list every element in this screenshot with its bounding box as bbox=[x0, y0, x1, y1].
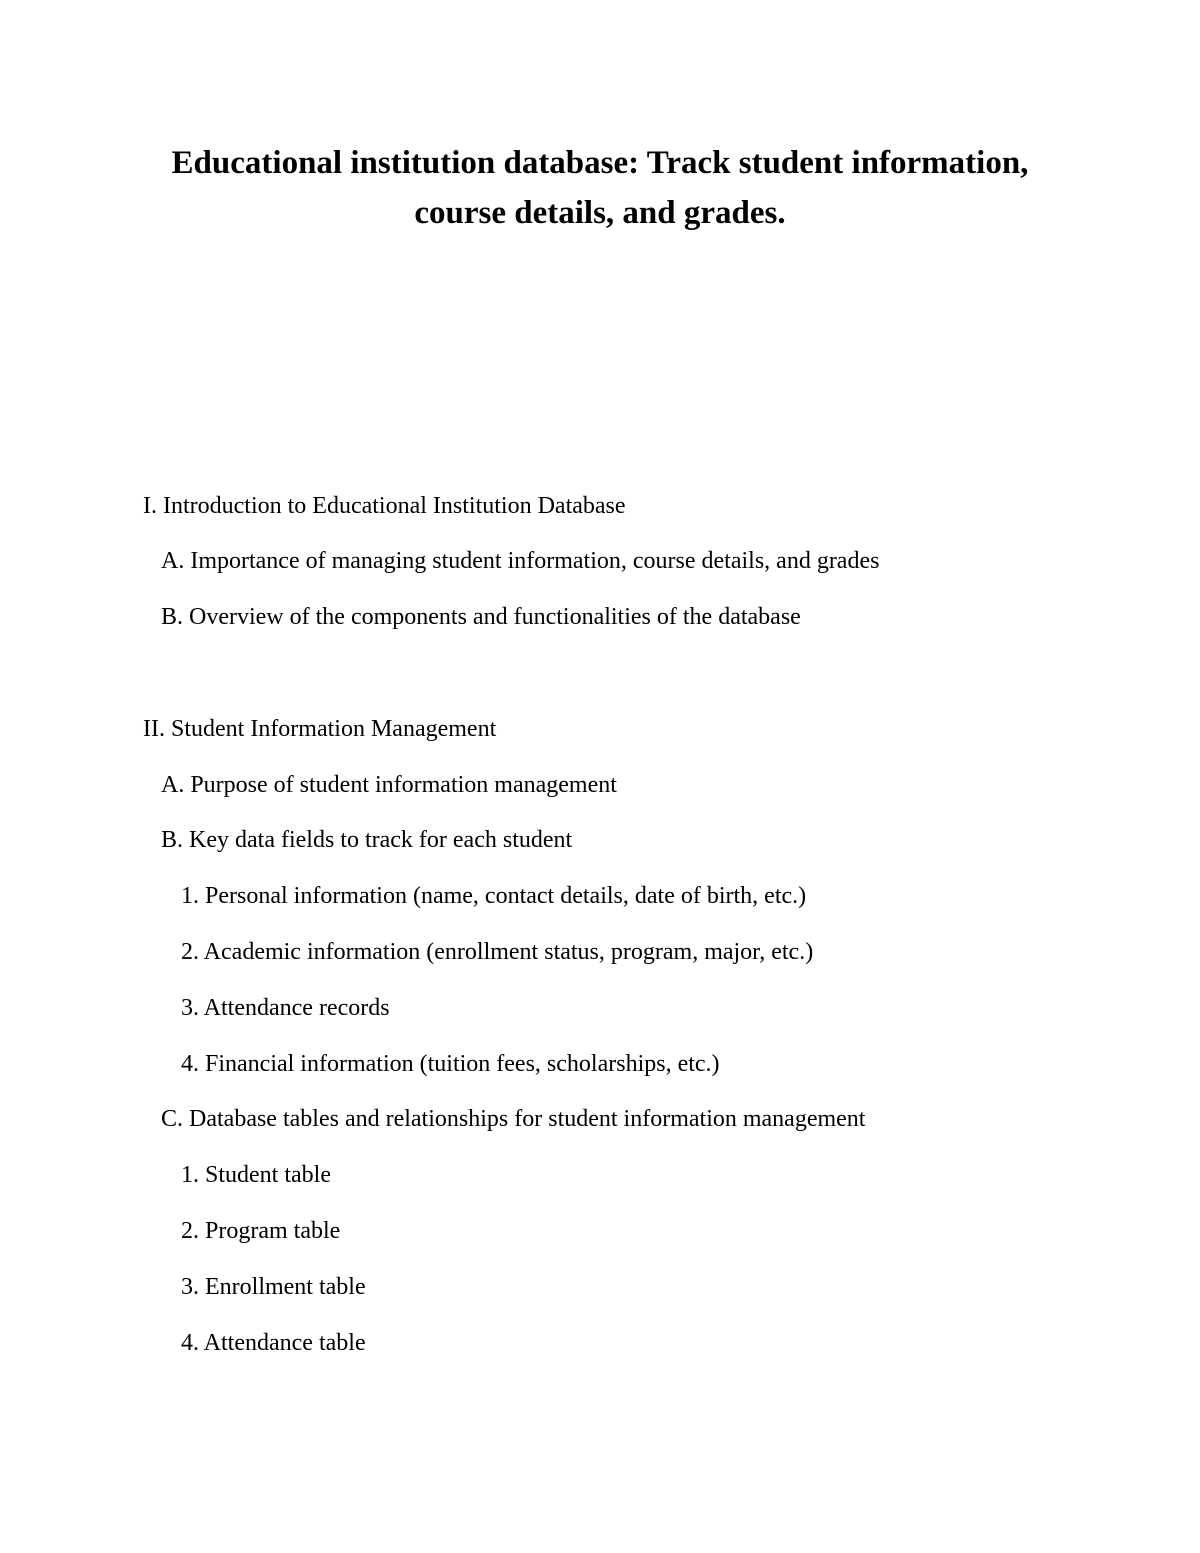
section-2-c-subitem-1: 1. Student table bbox=[181, 1162, 331, 1188]
section-2-heading: II. Student Information Management bbox=[143, 716, 497, 742]
title-line-2: course details, and grades. bbox=[414, 195, 786, 231]
section-2-b-subitem-1: 1. Personal information (name, contact details, date of birth, etc.) bbox=[181, 883, 807, 909]
section-2-item-b: B. Key data fields to track for each student bbox=[161, 827, 573, 853]
document-title bbox=[100, 138, 1100, 238]
section-2-c-subitem-3: 3. Enrollment table bbox=[181, 1274, 366, 1300]
section-1-item-a: A. Importance of managing student information, course details, and grades bbox=[161, 548, 880, 574]
section-2-b-subitem-3: 3. Attendance records bbox=[181, 995, 390, 1021]
section-2-b-subitem-2: 2. Academic information (enrollment status, program, major, etc.) bbox=[181, 939, 814, 965]
section-2-item-c: C. Database tables and relationships for student information management bbox=[161, 1106, 866, 1132]
title-line-1: Educational institution database: Track student information, bbox=[171, 145, 1029, 181]
section-1-heading: I. Introduction to Educational Institution Database bbox=[143, 493, 626, 519]
section-2-c-subitem-4: 4. Attendance table bbox=[181, 1330, 366, 1356]
section-1-item-b: B. Overview of the components and functionalities of the database bbox=[161, 604, 801, 630]
section-2-b-subitem-4: 4. Financial information (tuition fees, scholarships, etc.) bbox=[181, 1051, 720, 1077]
section-2-item-a: A. Purpose of student information management bbox=[161, 772, 617, 798]
section-2-c-subitem-2: 2. Program table bbox=[181, 1218, 341, 1244]
